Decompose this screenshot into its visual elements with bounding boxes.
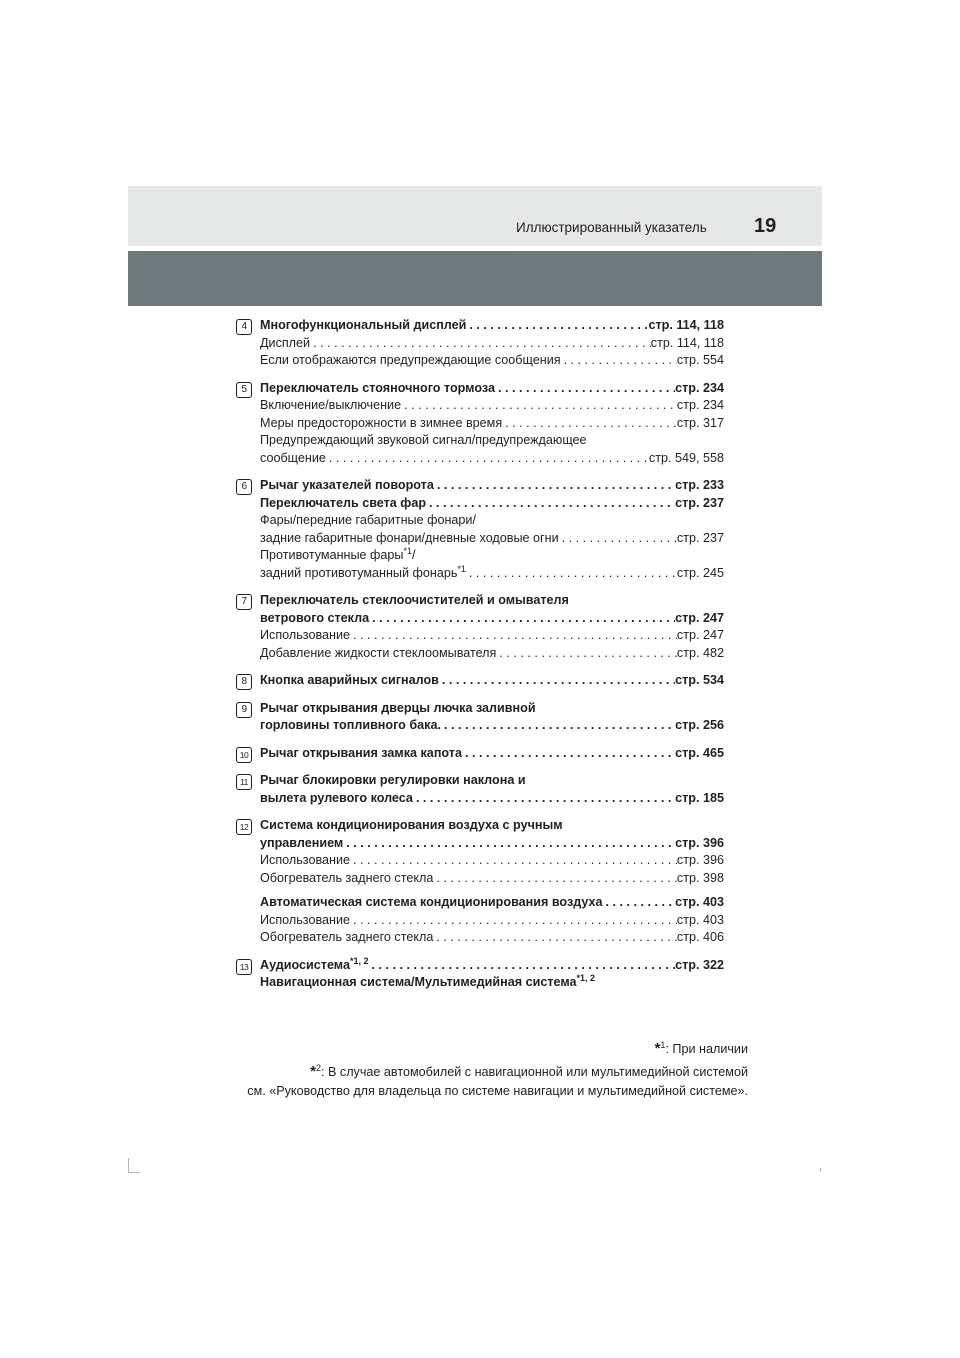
page-reference: стр. 233 — [675, 478, 724, 492]
footnote-ref: *1 — [457, 563, 466, 574]
entry-label: Переключатель света фар — [260, 495, 427, 510]
index-subentry — [260, 645, 724, 663]
footnote-ref: *1, 2 — [349, 955, 369, 966]
entry-text — [260, 592, 569, 610]
entry-label: Дисплей — [260, 335, 311, 350]
dot-leader — [559, 530, 677, 548]
entry-label: Кнопка аварийных сигналов — [260, 673, 439, 687]
entry-label: горловины топливного бака. — [260, 718, 441, 732]
entry-text — [260, 745, 462, 763]
footnote-2-continued: см. «Руководство для владельца по системе навигации и мультимедийной системе». — [247, 1084, 748, 1099]
entry-text — [260, 974, 595, 992]
footnote-2-text: : В случае автомобилей с навигационной или мультимедийной системой — [321, 1065, 748, 1080]
header-band-light — [128, 186, 822, 246]
index-entry — [260, 745, 724, 763]
page-reference: стр. 234 — [676, 398, 724, 412]
entry-text — [260, 477, 434, 495]
entry-label: сообщение — [260, 450, 326, 465]
entry-text — [260, 450, 326, 468]
index-subentry — [260, 870, 724, 888]
dot-leader — [561, 352, 677, 370]
crop-mark-bottom-right — [820, 1168, 821, 1172]
entry-label: Рычаг открывания замка капота — [260, 745, 462, 760]
entry-text — [260, 645, 496, 663]
footnote-1-text: : При наличии — [665, 1042, 748, 1057]
entry-label: Переключатель стеклоочистителей и омывателя — [260, 593, 569, 607]
footnote-2 — [247, 1059, 748, 1082]
index-subentry — [260, 929, 724, 947]
entry-text — [260, 335, 310, 353]
entry-text — [260, 717, 441, 735]
dot-leader — [350, 627, 677, 645]
entry-text — [260, 894, 603, 912]
entry-text — [260, 790, 413, 808]
page-reference: стр. 245 — [676, 565, 724, 580]
page-reference: стр. 114, 118 — [648, 318, 724, 332]
entry-text — [260, 957, 368, 975]
index-section-4 — [236, 317, 724, 370]
entry-label: Добавление жидкости стеклоомывателя — [260, 645, 497, 660]
entry-label: Противотуманные фары — [260, 548, 404, 562]
dot-leader — [401, 397, 677, 415]
page-number: 19 — [754, 215, 777, 237]
page-reference: стр. 256 — [675, 718, 724, 732]
page-reference: стр. 554 — [676, 353, 724, 367]
dot-leader — [368, 957, 675, 975]
index-section-11 — [236, 772, 724, 807]
page-reference: стр. 185 — [675, 790, 724, 805]
entry-label: Рычаг блокировки регулировки наклона и — [260, 773, 526, 787]
entry-label: Аудиосистема — [260, 957, 350, 972]
page-reference: стр. 317 — [676, 415, 724, 430]
index-subentry — [260, 415, 724, 433]
index-entry — [260, 835, 724, 853]
dot-leader — [496, 645, 677, 663]
entry-text — [260, 870, 433, 888]
index-entry — [260, 495, 724, 513]
index-section-13 — [236, 957, 724, 992]
entry-label: управлением — [260, 835, 344, 850]
page-reference: стр. 549, 558 — [648, 450, 724, 465]
dot-leader — [369, 610, 675, 628]
dot-leader — [603, 894, 676, 912]
entry-label: Если отображаются предупреждающие сообщения — [260, 353, 561, 367]
header-title: Иллюстрированный указатель — [516, 220, 707, 235]
footnote-1 — [247, 1036, 748, 1059]
page-reference: стр. 398 — [676, 870, 724, 885]
index-subentry — [260, 627, 724, 645]
index-section-8 — [236, 672, 724, 690]
index-entry — [260, 700, 724, 718]
index-section-10 — [236, 745, 724, 763]
index-entry — [260, 672, 724, 690]
index-entry — [260, 817, 724, 835]
dot-leader — [433, 929, 677, 947]
footnote-2-mark: * — [310, 1063, 316, 1081]
index-entry — [260, 477, 724, 495]
dot-leader — [413, 790, 675, 808]
entry-label: Обогреватель заднего стекла — [260, 870, 434, 885]
entry-label: Система кондиционирования воздуха с ручным — [260, 818, 563, 832]
entry-text — [260, 352, 561, 370]
index-section-5 — [236, 380, 724, 468]
entry-gap — [260, 887, 724, 894]
index-subentry — [260, 565, 724, 583]
index-entry — [260, 894, 724, 912]
entry-label: задний противотуманный фонарь — [260, 565, 458, 580]
page-reference: стр. 403 — [675, 895, 724, 909]
index-section-9 — [236, 700, 724, 735]
index-entry — [260, 317, 724, 335]
dot-leader — [434, 477, 675, 495]
dot-leader — [343, 835, 675, 853]
entry-label: вылета рулевого колеса — [260, 790, 413, 805]
crop-mark-bottom-left-h — [128, 1172, 140, 1173]
entry-text — [260, 565, 466, 583]
index-entry — [260, 790, 724, 808]
index-entry — [260, 380, 724, 398]
page-reference: стр. 247 — [676, 628, 724, 642]
entry-text — [260, 530, 559, 548]
dot-leader — [502, 415, 677, 433]
entry-label: Рычаг указателей поворота — [260, 478, 434, 492]
entry-suffix: / — [412, 548, 416, 562]
index-subentry — [260, 547, 724, 565]
page-reference: стр. 465 — [675, 745, 724, 760]
index-subentry — [260, 530, 724, 548]
dot-leader — [466, 317, 648, 335]
entry-label: Фары/передние габаритные фонари/ — [260, 513, 476, 527]
entry-text — [260, 432, 587, 450]
dot-leader — [350, 852, 677, 870]
entry-text — [260, 415, 502, 433]
page-reference: стр. 403 — [676, 912, 724, 927]
entry-text — [260, 912, 350, 930]
dot-leader — [326, 450, 649, 468]
index-subentry — [260, 852, 724, 870]
index-subentry — [260, 432, 724, 450]
entry-text — [260, 317, 466, 335]
page-reference: стр. 534 — [675, 673, 724, 687]
entry-text — [260, 929, 433, 947]
entry-label: Использование — [260, 853, 350, 867]
page-reference: стр. 482 — [676, 645, 724, 660]
footnote-ref: *1, 2 — [576, 972, 596, 983]
crop-mark-bottom-left-v — [128, 1158, 129, 1172]
item-number-badge: 5 — [236, 382, 252, 398]
entry-text — [260, 512, 476, 530]
footnote-ref: *1 — [403, 545, 412, 556]
entry-label: Переключатель стояночного тормоза — [260, 380, 495, 395]
dot-leader — [441, 717, 675, 735]
entry-label: Предупреждающий звуковой сигнал/предупреждающее — [260, 433, 587, 447]
dot-leader — [310, 335, 651, 353]
page-reference: стр. 237 — [676, 530, 724, 545]
page-reference: стр. 237 — [675, 495, 724, 510]
entry-text — [260, 700, 536, 718]
item-number-badge: 12 — [236, 819, 252, 835]
entry-text — [260, 547, 416, 565]
dot-leader — [433, 870, 677, 888]
page-reference: стр. 406 — [676, 930, 724, 944]
footnote-1-sup: 1 — [660, 1040, 666, 1050]
entry-label: Навигационная система/Мультимедийная система — [260, 975, 577, 989]
entry-label: Обогреватель заднего стекла — [260, 930, 434, 944]
index-subentry — [260, 912, 724, 930]
page-reference: стр. 114, 118 — [650, 335, 724, 350]
entry-label: Меры предосторожности в зимнее время — [260, 415, 503, 430]
entry-label: ветрового стекла — [260, 610, 370, 625]
entry-text — [260, 397, 401, 415]
index-subentry — [260, 450, 724, 468]
index-entry — [260, 717, 724, 735]
entry-label: Автоматическая система кондиционирования воздуха — [260, 895, 603, 909]
page-reference: стр. 396 — [676, 853, 724, 867]
dot-leader — [462, 745, 675, 763]
entry-text — [260, 817, 563, 835]
index-subentry — [260, 335, 724, 353]
index-entry — [260, 974, 724, 992]
index-entries — [236, 317, 724, 1002]
entry-text — [260, 835, 343, 853]
index-section-6 — [236, 477, 724, 582]
entry-label: Многофункциональный дисплей — [260, 318, 467, 332]
item-number-badge: 8 — [236, 674, 252, 690]
entry-text — [260, 380, 495, 398]
dot-leader — [439, 672, 675, 690]
footnote-2-sup: 2 — [316, 1063, 322, 1074]
page-reference: стр. 247 — [675, 610, 724, 625]
entry-label: задние габаритные фонари/дневные ходовые огни — [260, 530, 559, 545]
item-number-badge: 6 — [236, 479, 252, 495]
index-subentry — [260, 352, 724, 370]
entry-text — [260, 627, 350, 645]
page-reference: стр. 322 — [675, 957, 724, 972]
page-reference: стр. 234 — [675, 380, 724, 395]
item-number-badge: 11 — [236, 774, 252, 790]
dot-leader — [350, 912, 677, 930]
entry-label: Использование — [260, 628, 350, 642]
entry-text — [260, 772, 526, 790]
item-number-badge: 4 — [236, 319, 252, 335]
index-entry — [260, 772, 724, 790]
page-reference: стр. 396 — [675, 835, 724, 850]
entry-label: Рычаг открывания дверцы лючка заливной — [260, 700, 536, 715]
index-section-7 — [236, 592, 724, 662]
entry-text — [260, 495, 426, 513]
entry-label: Использование — [260, 912, 350, 927]
dot-leader — [495, 380, 675, 398]
index-subentry — [260, 397, 724, 415]
footnote-1-mark: * — [654, 1040, 661, 1058]
entry-text — [260, 610, 369, 628]
index-entry — [260, 592, 724, 610]
index-entry — [260, 957, 724, 975]
footnotes — [247, 1036, 748, 1101]
item-number-badge: 9 — [236, 702, 252, 718]
item-number-badge: 10 — [236, 747, 252, 763]
header-band-dark — [128, 251, 822, 306]
index-section-12 — [236, 817, 724, 947]
entry-text — [260, 852, 350, 870]
dot-leader — [426, 495, 675, 513]
item-number-badge: 13 — [236, 959, 252, 975]
entry-text — [260, 672, 439, 690]
index-subentry — [260, 512, 724, 530]
dot-leader — [466, 565, 677, 583]
index-entry — [260, 610, 724, 628]
entry-label: Включение/выключение — [260, 398, 402, 412]
item-number-badge: 7 — [236, 594, 252, 610]
